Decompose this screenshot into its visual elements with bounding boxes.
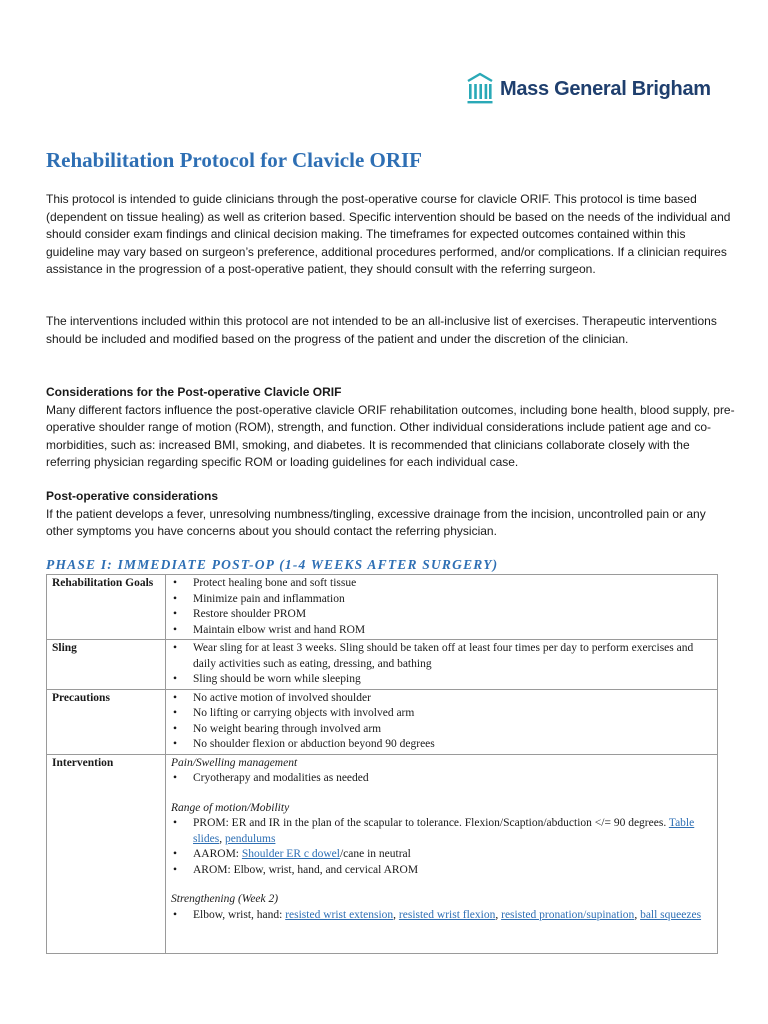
postop-text: If the patient develops a fever, unresolving numbness/tingling, excessive drainage from the incision, uncontrolled pain or any other symptoms you have concerns about you should contact the referring physician. (46, 506, 706, 538)
row-label: Precautions (47, 689, 166, 754)
row-label: Rehabilitation Goals (47, 575, 166, 640)
document-title: Rehabilitation Protocol for Clavicle ORIF (46, 148, 423, 172)
list-item: • Sling should be worn while sleeping (193, 672, 712, 688)
prom-text: PROM: ER and IR in the plan of the scapular to tolerance. Flexion/Scaption/abduction </= 90 degrees. (193, 817, 669, 829)
phase-1-table (46, 574, 718, 954)
list-item: • No shoulder flexion or abduction beyond 90 degrees (193, 737, 712, 753)
row-label: Intervention (47, 754, 166, 953)
row-label: Sling (47, 640, 166, 690)
table-row (47, 689, 718, 754)
list-item: • Protect healing bone and soft tissue (193, 576, 712, 592)
list-item: • Elbow, wrist, hand: resisted wrist extension, resisted wrist flexion, resisted pronation/supination, ball squeezes (193, 908, 712, 924)
list-item: • Cryotherapy and modalities as needed (193, 771, 712, 787)
intro-section-2 (46, 313, 736, 348)
list-item: • Maintain elbow wrist and hand ROM (193, 623, 712, 639)
strengthening-subheading: Strengthening (Week 2) (171, 893, 279, 905)
list-item: • No lifting or carrying objects with involved arm (193, 706, 712, 722)
table-row (47, 640, 718, 690)
row-content (166, 689, 718, 754)
table-row (47, 575, 718, 640)
brand-name: Mass General Brigham (500, 77, 711, 100)
phase-1-heading: PHASE I: IMMEDIATE POST-OP (1-4 WEEKS AFTER SURGERY) (46, 557, 499, 572)
precautions-list (171, 691, 712, 753)
strengthening-list (171, 908, 712, 924)
postop-section (46, 488, 736, 541)
intro-paragraph-1: This protocol is intended to guide clinicians through the post-operative course for clavicle ORIF. This protocol is time based (dependent on tissue healing) as well as criterion based. Specific intervention should be based on the needs of the individual and should consider exam findings and clinical decision making. The timeframes for expected outcomes contained within this guideline may vary based on surgeon’s preference, additional procedures performed, and/or complications. If a clinician requires assistance in the progression of a post-operative patient, they should consult with the referring surgeon. (46, 192, 731, 276)
sling-list (171, 641, 712, 688)
intro-paragraph-2: The interventions included within this protocol are not intended to be an all-inclusive list of exercises. Therapeutic interventions should be included and modified based on the progress of the patient and under the discretion of the clinician. (46, 314, 717, 346)
resisted-wrist-extension-link[interactable]: resisted wrist extension (285, 908, 394, 921)
intro-section (46, 191, 736, 279)
table-slides-link[interactable]: Table slides (193, 817, 695, 845)
list-item: • No active motion of involved shoulder (193, 691, 712, 707)
list-item: • AROM: Elbow, wrist, hand, and cervical AROM (193, 863, 712, 879)
list-item: • Wear sling for at least 3 weeks. Sling should be taken off at least four times per day to perform exercises and daily activities such as eating, dressing, and bathing (193, 641, 712, 672)
row-content (166, 640, 718, 690)
list-item: • No weight bearing through involved arm (193, 722, 712, 738)
resisted-wrist-flexion-link[interactable]: resisted wrist flexion (398, 908, 496, 921)
brand-logo (466, 72, 711, 106)
pain-subheading: Pain/Swelling management (171, 756, 298, 769)
building-columns-icon (466, 72, 494, 106)
considerations-heading: Considerations for the Post-operative Clavicle ORIF (46, 385, 342, 399)
goals-list (171, 576, 712, 638)
pendulums-link[interactable]: pendulums (224, 832, 276, 845)
ball-squeezes-link[interactable]: ball squeezes (640, 908, 702, 921)
table-row (47, 754, 718, 953)
postop-heading: Post-operative considerations (46, 489, 219, 503)
considerations-section (46, 384, 736, 472)
list-item: • Restore shoulder PROM (193, 607, 712, 623)
row-content (166, 754, 718, 953)
pain-list (171, 771, 712, 787)
resisted-pronation-supination-link[interactable]: resisted pronation/supination (501, 908, 635, 921)
list-item: • Minimize pain and inflammation (193, 592, 712, 608)
shoulder-er-dowel-link[interactable]: Shoulder ER c dowel (241, 848, 340, 860)
considerations-text: Many different factors influence the post-operative clavicle ORIF rehabilitation outcomes, including bone health, blood supply, pre-operative shoulder range of motion (ROM), strength, and function. Other individual considerations include patient age and co-morbidities, such as: increased BMI, smoking, and diabetes. It is recommended that clinicians collaborate closely with the referring physician regarding specific ROM or loading guidelines for each individual case. (46, 402, 735, 469)
list-item: • AAROM: Shoulder ER c dowel/cane in neutral (193, 847, 712, 863)
rom-list (171, 816, 712, 878)
row-content (166, 575, 718, 640)
list-item: • PROM: ER and IR in the plan of the scapular to tolerance. Flexion/Scaption/abduction </= 90 degrees. Table slides, pendulums (193, 816, 712, 847)
rom-subheading: Range of motion/Mobility (171, 801, 290, 814)
